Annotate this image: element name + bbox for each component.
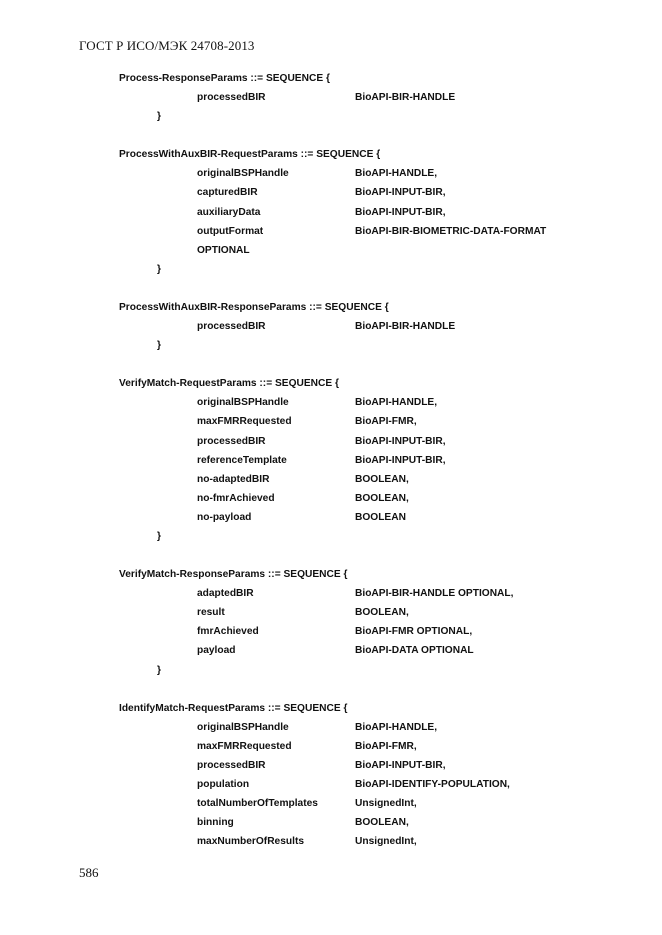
sequence-field <box>119 718 619 737</box>
field-name: maxFMRRequested <box>197 740 292 752</box>
field-name: processedBIR <box>197 321 266 333</box>
sequence-field <box>119 412 619 431</box>
sequence-field <box>119 508 619 527</box>
field-name: result <box>197 607 225 619</box>
field-type: BOOLEAN <box>355 511 406 523</box>
page-header: ГОСТ Р ИСО/МЭК 24708-2013 <box>79 38 255 53</box>
sequence-field <box>119 832 619 851</box>
field-type: BioAPI-HANDLE, <box>355 721 438 733</box>
field-type: BOOLEAN, <box>355 492 409 504</box>
sequence-title: Process-ResponseParams ::= SEQUENCE { <box>119 73 330 84</box>
field-name: auxiliaryData <box>197 206 261 218</box>
sequence-field <box>119 603 619 622</box>
field-type: BioAPI-BIR-BIOMETRIC-DATA-FORMAT <box>355 225 547 237</box>
sequence-title: IdentifyMatch-RequestParams ::= SEQUENCE { <box>119 702 348 714</box>
field-type: UnsignedInt, <box>355 798 417 810</box>
sequence-field <box>119 489 619 508</box>
sequence-title: ProcessWithAuxBIR-ResponseParams ::= SEQUENCE { <box>119 301 389 313</box>
field-name: originalBSPHandle <box>197 168 289 180</box>
field-type: BioAPI-HANDLE, <box>355 168 438 180</box>
field-name: capturedBIR <box>197 187 258 199</box>
field-name: binning <box>197 817 234 829</box>
asn1-definitions <box>119 69 619 870</box>
field-name: fmrAchieved <box>197 626 259 638</box>
field-type: BioAPI-FMR, <box>355 740 417 752</box>
sequence-field <box>119 794 619 813</box>
field-type: BioAPI-IDENTIFY-POPULATION, <box>355 779 510 790</box>
field-type: BioAPI-INPUT-BIR, <box>355 454 446 466</box>
field-type: UnsignedInt, <box>355 836 417 848</box>
field-type: BOOLEAN, <box>355 817 409 829</box>
closing-brace: } <box>157 530 161 542</box>
field-type: BOOLEAN, <box>355 607 409 619</box>
closing-brace: } <box>157 111 161 123</box>
field-name: no-payload <box>197 511 252 523</box>
field-type: BioAPI-INPUT-BIR, <box>355 206 446 218</box>
sequence-field <box>119 622 619 641</box>
field-type: BioAPI-BIR-HANDLE <box>355 92 456 104</box>
field-name: outputFormat <box>197 225 264 237</box>
field-type: BioAPI-BIR-HANDLE <box>355 321 456 333</box>
sequence-field <box>119 432 619 451</box>
sequence-field <box>119 317 619 336</box>
field-type: BioAPI-FMR, <box>355 416 417 428</box>
closing-brace: } <box>157 263 161 275</box>
sequence-field <box>119 183 619 202</box>
field-name: referenceTemplate <box>197 454 287 466</box>
field-name: population <box>197 779 250 790</box>
sequence-definition <box>119 145 619 279</box>
field-type: BioAPI-BIR-HANDLE OPTIONAL, <box>355 588 514 600</box>
field-type: BioAPI-FMR OPTIONAL, <box>355 626 473 638</box>
field-name: originalBSPHandle <box>197 721 289 733</box>
field-name: processedBIR <box>197 435 266 447</box>
sequence-field <box>119 813 619 832</box>
field-name: totalNumberOfTemplates <box>197 798 318 810</box>
sequence-field <box>119 470 619 489</box>
sequence-field <box>119 451 619 470</box>
sequence-field <box>119 584 619 603</box>
field-type: BioAPI-INPUT-BIR, <box>355 435 446 447</box>
sequence-title: VerifyMatch-RequestParams ::= SEQUENCE { <box>119 378 339 390</box>
sequence-field <box>119 737 619 756</box>
sequence-definition <box>119 565 619 680</box>
sequence-field <box>119 393 619 412</box>
field-continuation: OPTIONAL <box>197 244 250 256</box>
page-number: 586 <box>79 865 99 880</box>
sequence-field <box>119 164 619 183</box>
field-type: BOOLEAN, <box>355 473 409 485</box>
field-name: adaptedBIR <box>197 588 254 600</box>
field-name: processedBIR <box>197 759 266 771</box>
sequence-field <box>119 756 619 775</box>
field-name: processedBIR <box>197 92 266 104</box>
field-type: BioAPI-DATA OPTIONAL <box>355 645 474 657</box>
sequence-title: VerifyMatch-ResponseParams ::= SEQUENCE { <box>119 569 348 581</box>
sequence-definition <box>119 374 619 546</box>
sequence-definition <box>119 699 619 852</box>
sequence-field <box>119 88 619 107</box>
field-name: no-adaptedBIR <box>197 473 270 485</box>
field-name: maxFMRRequested <box>197 416 292 428</box>
sequence-definition <box>119 298 619 355</box>
sequence-title: ProcessWithAuxBIR-RequestParams ::= SEQUENCE { <box>119 149 381 161</box>
field-type: BioAPI-INPUT-BIR, <box>355 187 446 199</box>
sequence-field <box>119 222 619 241</box>
field-name: originalBSPHandle <box>197 397 289 409</box>
field-name: no-fmrAchieved <box>197 492 275 504</box>
closing-brace: } <box>157 664 161 676</box>
sequence-field <box>119 203 619 222</box>
sequence-definition <box>119 69 619 126</box>
field-type: BioAPI-INPUT-BIR, <box>355 759 446 771</box>
field-type: BioAPI-HANDLE, <box>355 397 438 409</box>
sequence-field <box>119 641 619 660</box>
sequence-field <box>119 775 619 794</box>
closing-brace: } <box>157 340 161 352</box>
field-name: payload <box>197 645 236 657</box>
field-name: maxNumberOfResults <box>197 836 304 848</box>
